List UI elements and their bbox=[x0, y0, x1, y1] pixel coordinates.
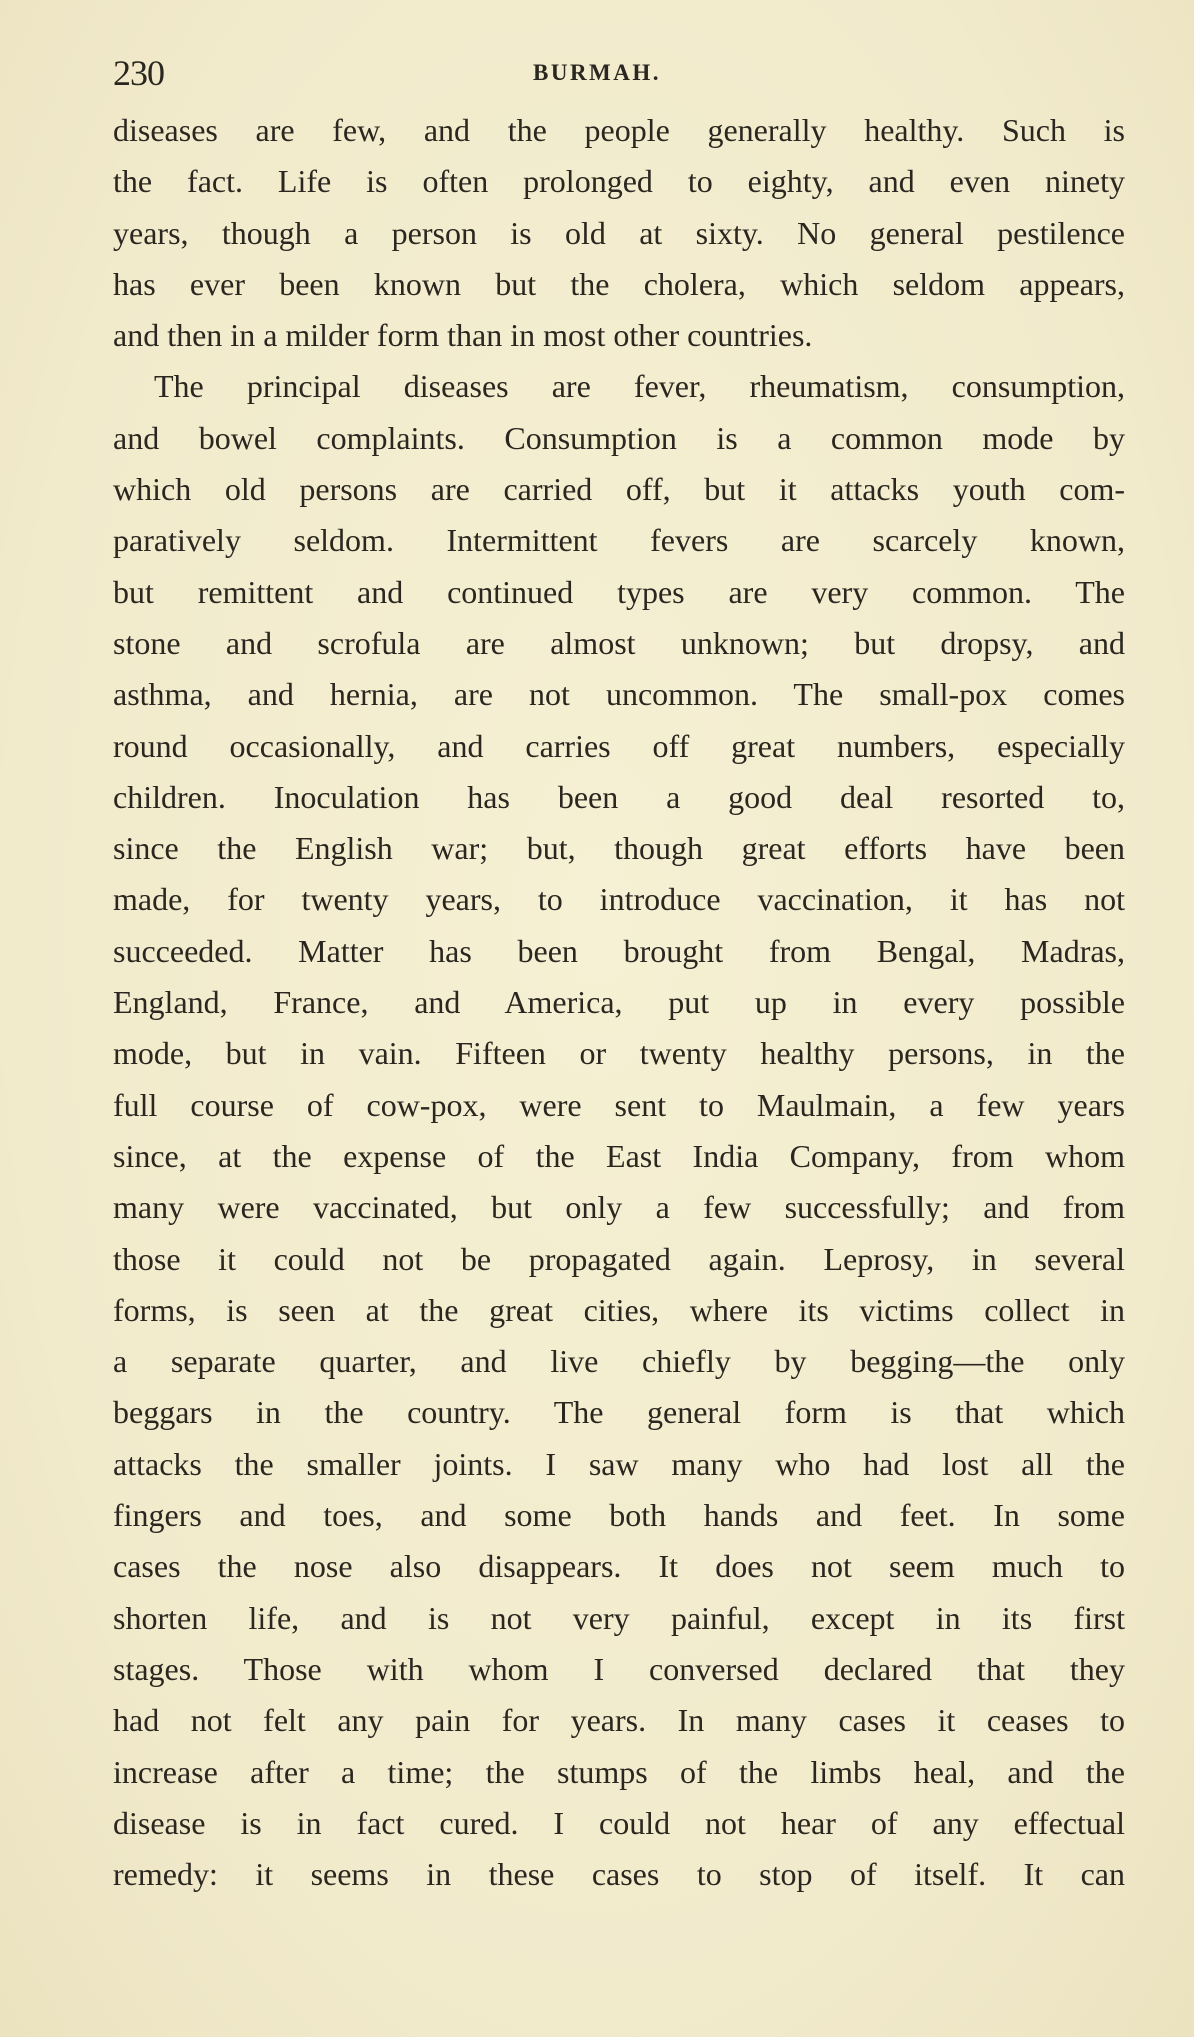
text-line: diseases are few, and the people generally healthy. Such is bbox=[113, 112, 1125, 148]
text-line: which old persons are carried off, but it attacks youth com- bbox=[113, 471, 1125, 508]
text-line: made, for twenty years, to introduce vaccination, it has not bbox=[113, 881, 1125, 918]
text-line: many were vaccinated, but only a few successfully; and from bbox=[113, 1189, 1125, 1226]
running-head: BURMAH. bbox=[533, 60, 662, 85]
text-line: since, at the expense of the East India Company, from whom bbox=[113, 1137, 1125, 1174]
text-line: full course of cow-pox, were sent to Maulmain, a few years bbox=[113, 1086, 1125, 1123]
text-line: remedy: it seems in these cases to stop of itself. It can bbox=[113, 1856, 1125, 1893]
body-text bbox=[113, 105, 1125, 1900]
text-line: beggars in the country. The general form is that which bbox=[113, 1394, 1125, 1431]
text-line: forms, is seen at the great cities, where its victims collect in bbox=[113, 1291, 1125, 1328]
text-line: but remittent and continued types are very common. The bbox=[113, 573, 1125, 610]
text-line: the fact. Life is often prolonged to eighty, and even ninety bbox=[113, 163, 1125, 200]
text-line: and bowel complaints. Consumption is a common mode by bbox=[113, 419, 1125, 456]
text-line: years, though a person is old at sixty. No general pestilence bbox=[113, 214, 1125, 251]
text-line: disease is in fact cured. I could not hear of any effectual bbox=[113, 1804, 1125, 1841]
text-line: attacks the smaller joints. I saw many who had lost all the bbox=[113, 1445, 1125, 1482]
text-line: increase after a time; the stumps of the limbs heal, and the bbox=[113, 1753, 1125, 1790]
text-line: shorten life, and is not very painful, except in its first bbox=[113, 1599, 1125, 1636]
text-line: stone and scrofula are almost unknown; but dropsy, and bbox=[113, 624, 1125, 661]
text-line: has ever been known but the cholera, which seldom appears, bbox=[113, 265, 1125, 302]
text-line: succeeded. Matter has been brought from Bengal, Madras, bbox=[113, 932, 1125, 969]
text-line: asthma, and hernia, are not uncommon. The small-pox comes bbox=[113, 676, 1125, 713]
text-line: round occasionally, and carries off great numbers, especially bbox=[113, 727, 1125, 764]
page-header bbox=[113, 52, 1125, 92]
text-line: mode, but in vain. Fifteen or twenty healthy persons, in the bbox=[113, 1035, 1125, 1072]
text-line: had not felt any pain for years. In many cases it ceases to bbox=[113, 1702, 1125, 1739]
text-line: England, France, and America, put up in every possible bbox=[113, 984, 1125, 1021]
text-line: fingers and toes, and some both hands and feet. In some bbox=[113, 1497, 1125, 1534]
text-line: those it could not be propagated again. Leprosy, in several bbox=[113, 1240, 1125, 1277]
text-line: cases the nose also disappears. It does not seem much to bbox=[113, 1548, 1125, 1585]
page-number: 230 bbox=[113, 53, 164, 93]
text-line: children. Inoculation has been a good deal resorted to, bbox=[113, 778, 1125, 815]
text-line: and then in a milder form than in most other countries. bbox=[113, 317, 813, 354]
text-line: paratively seldom. Intermittent fevers are scarcely known, bbox=[113, 522, 1125, 559]
text-line: a separate quarter, and live chiefly by begging—the only bbox=[113, 1343, 1125, 1380]
text-line: since the English war; but, though great efforts have been bbox=[113, 830, 1125, 867]
text-line: The principal diseases are fever, rheumatism, consumption, bbox=[154, 368, 1125, 405]
text-line: stages. Those with whom I conversed declared that they bbox=[113, 1650, 1125, 1687]
